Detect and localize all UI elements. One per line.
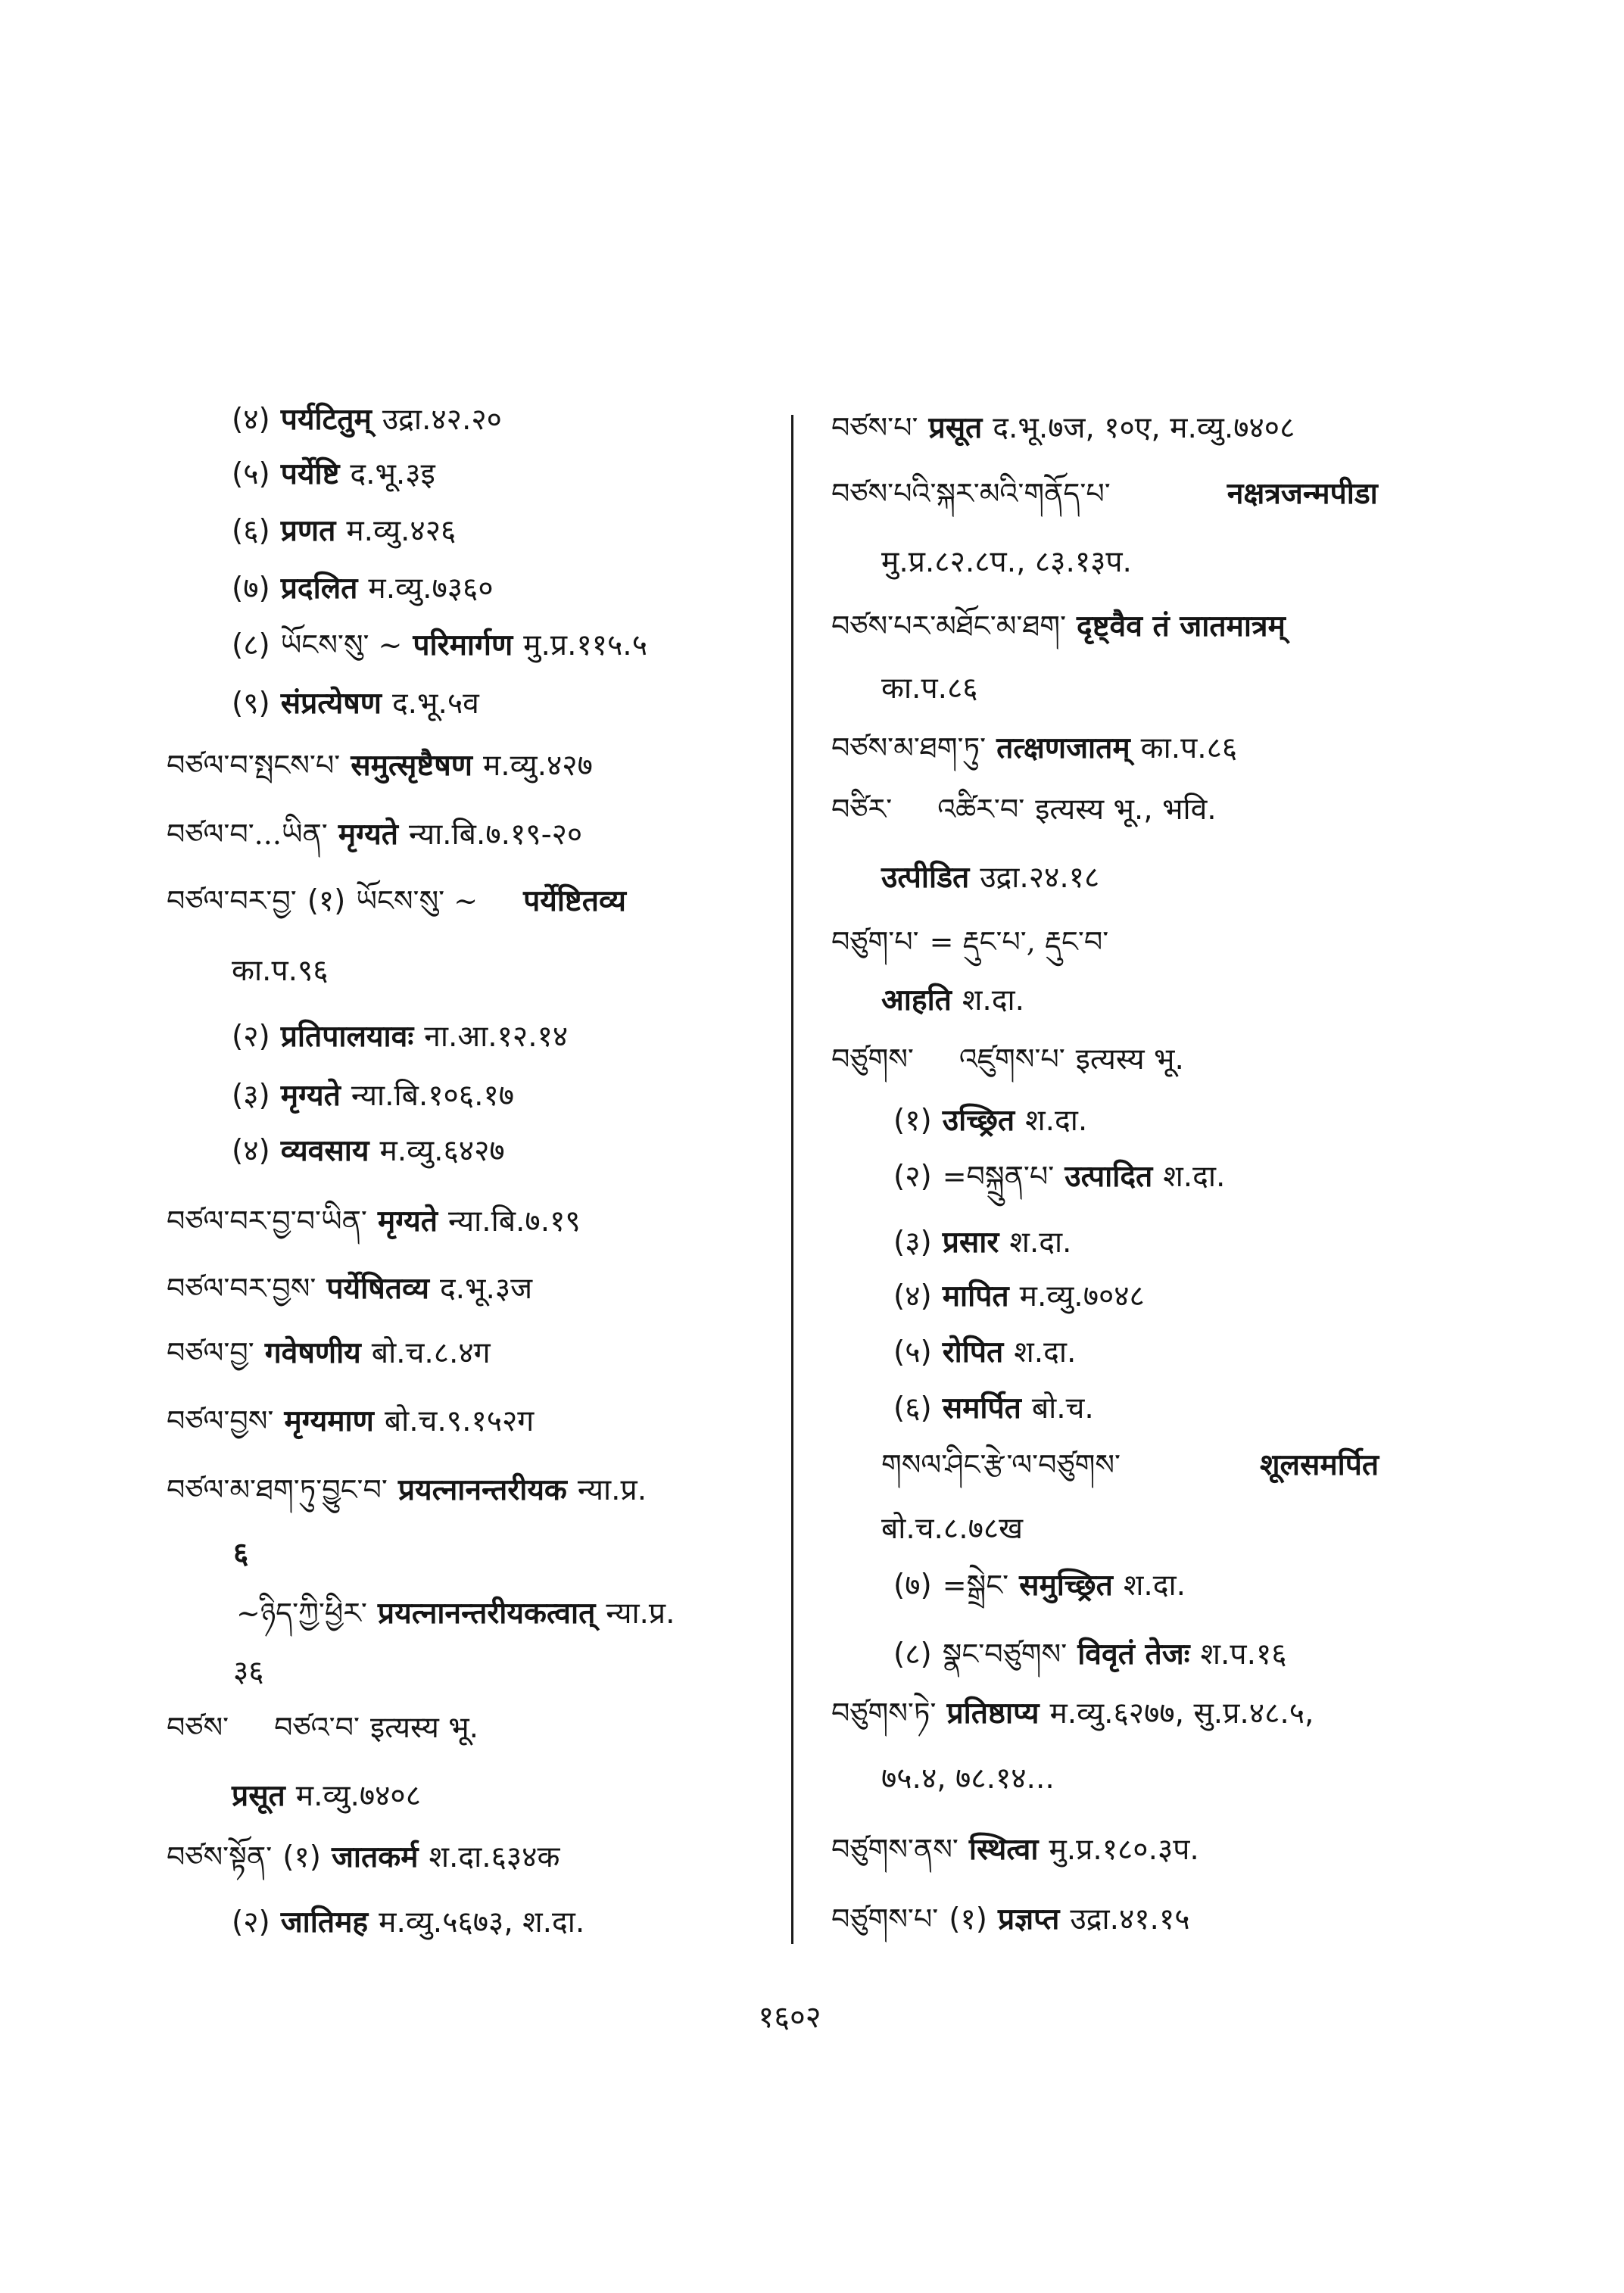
tibetan-headword: བཙལ་བར་བྱ་ (167, 884, 297, 918)
entry-line (831, 1830, 1210, 1868)
tibetan-headword: བཙས་སྟོན་ (167, 1840, 273, 1874)
sanskrit-term: प्रतिष्ठाप्य (946, 1696, 1040, 1731)
sanskrit-term: समर्पित (942, 1391, 1021, 1425)
source-reference: न्या.बि.७.१९ (448, 1204, 581, 1238)
source-reference: श.दा. (1123, 1569, 1186, 1603)
tibetan-headword: བཙས་པར་མཐོང་མ་ཐག་ (831, 609, 1067, 643)
source-reference: बो.च.९.१५२ग (384, 1404, 535, 1438)
source-reference: उद्रा.४१.१५ (1070, 1902, 1190, 1936)
entry-line (167, 1471, 657, 1509)
sanskrit-term: नक्षत्रजन्मपीडा (1227, 477, 1378, 511)
sanskrit-term: रोपित (942, 1335, 1004, 1369)
sanskrit-term: उत्पीडित (881, 861, 970, 895)
sense-number: (६) (232, 514, 270, 548)
entry-line (233, 1653, 275, 1691)
left-column (0, 0, 787, 2293)
source-reference: श.दा. (962, 983, 1025, 1017)
entry-line (881, 544, 1142, 581)
source-reference: न्या.प्र. (606, 1597, 675, 1631)
source-reference: न्या.प्र. (577, 1473, 647, 1507)
entry-line (881, 1760, 1065, 1798)
sanskrit-term: परिमार्गण (413, 628, 513, 662)
tibetan-headword: བཙིར་ (831, 793, 893, 826)
tibetan-term: ཡོངས་སུ་ ~ (356, 884, 478, 918)
entry-line (831, 409, 1305, 447)
entry-line (881, 982, 1035, 1020)
source-reference: ६ (233, 1537, 249, 1571)
sense-number: (७) (893, 1569, 932, 1603)
source-reference: श.दा. (1025, 1104, 1088, 1138)
sense-number: (१) (282, 1840, 321, 1874)
entry-line (167, 1402, 544, 1440)
entry-line (167, 882, 637, 920)
source-reference: द.भू.३ज (439, 1272, 533, 1306)
source-reference: द.भू.५व (391, 687, 479, 721)
tibetan-headword: བཙུགས་པ་ (831, 1902, 939, 1936)
tibetan-headword: བཙལ་བར་བྱས་ (167, 1272, 316, 1305)
entry-line (831, 790, 1227, 828)
source-reference: द.भू.३इ (350, 457, 435, 491)
tibetan-headword: བཙལ་བྱས་ (167, 1404, 274, 1438)
tibetan-term: གསལ་ཤིང་རྩེ་ལ་བཙུགས་ (881, 1448, 1121, 1481)
sanskrit-term: स्थित्वा (968, 1833, 1039, 1867)
entry-line (881, 670, 989, 708)
sanskrit-term: पर्येषितव्य (326, 1272, 429, 1306)
entry-line (881, 859, 1110, 897)
sanskrit-term: प्रसार (942, 1226, 999, 1260)
sanskrit-term: मृग्यते (377, 1204, 438, 1238)
entry-line (167, 1334, 501, 1372)
entry-line (881, 1510, 1033, 1548)
entry-line (831, 475, 1389, 512)
source-reference: म.व्यु.४२७ (482, 749, 593, 783)
source-reference: न्या.बि.७.१९-२० (408, 818, 583, 852)
entry-line (893, 1635, 1298, 1673)
entry-line (232, 570, 504, 608)
sanskrit-term: उच्छ्रित (942, 1104, 1015, 1138)
entry-line (831, 1900, 1201, 1938)
sanskrit-term: प्रज्ञप्त (997, 1902, 1060, 1936)
entry-line (831, 729, 1248, 767)
right-column (796, 0, 1554, 2293)
entry-line (232, 1132, 516, 1170)
source-reference: मु.प्र.१८०.३प. (1049, 1833, 1199, 1867)
entry-line (232, 401, 513, 439)
sanskrit-term: मृग्यते (280, 1079, 341, 1113)
sanskrit-term: गवेषणीय (264, 1336, 361, 1370)
sanskrit-term: मापित (942, 1279, 1009, 1313)
entry-line (167, 815, 593, 853)
entry-line (893, 1102, 1098, 1140)
sanskrit-term: समुत्सृष्टैषण (351, 749, 472, 783)
source-reference: न्या.बि.१०६.१७ (351, 1079, 515, 1113)
sense-number: (३) (893, 1226, 932, 1260)
entry-line (167, 1270, 543, 1307)
entry-line (167, 746, 603, 784)
grammar-note: इत्यस्य भू., भवि. (1035, 793, 1217, 827)
sanskrit-term: प्रणत (280, 514, 336, 548)
sense-number: (४) (232, 1134, 270, 1168)
tibetan-headword: བཙུགས་ (831, 1042, 914, 1076)
entry-line (831, 923, 1119, 961)
tibetan-synonyms: = རྡུང་པ་, རྡུང་བ་ (929, 925, 1109, 958)
sense-number: (५) (893, 1335, 932, 1369)
source-reference: ३६ (233, 1655, 264, 1689)
source-reference: श.दा. (1163, 1160, 1226, 1194)
source-reference: श.प.१६ (1200, 1637, 1287, 1671)
entry-line (831, 1694, 1324, 1732)
sanskrit-term: व्यवसाय (280, 1134, 369, 1168)
entry-line (893, 1224, 1082, 1262)
sense-number: (१) (949, 1902, 987, 1936)
tibetan-headword: བཙས་ (167, 1711, 229, 1744)
entry-line (232, 952, 339, 990)
sanskrit-term: प्रयत्नानन्तरीयक (397, 1473, 567, 1507)
sanskrit-term: जातकर्म (331, 1840, 419, 1874)
page-number: १६०२ (758, 2000, 821, 2035)
sanskrit-term: संप्रत्येषण (280, 687, 382, 721)
sense-number: (३) (232, 1079, 270, 1113)
tibetan-term: ~ཉིད་ཀྱི་ཕྱིར་ (236, 1597, 367, 1630)
source-reference: का.प.८६ (881, 671, 978, 706)
source-reference: का.प.९६ (232, 954, 329, 988)
sense-number: (४) (893, 1279, 932, 1313)
tibetan-headword: བཙས་པ་ (831, 411, 918, 444)
sanskrit-term: मृग्यते (338, 818, 398, 852)
tibetan-headword: བཙས་པའི་སྐར་མའི་གནོད་པ་ (831, 477, 1111, 510)
entry-line (233, 1535, 259, 1573)
sanskrit-term: प्रदलित (280, 572, 358, 606)
source-reference: ७५.४, ७८.१४... (881, 1762, 1055, 1796)
sense-number: (२) (232, 1020, 270, 1054)
sanskrit-term: पर्यटितुम् (280, 403, 372, 437)
entry-line (232, 456, 446, 494)
sense-number: (६) (893, 1391, 932, 1425)
source-reference: उद्रा.४२.२० (382, 403, 502, 437)
sense-number: (४) (232, 403, 270, 437)
sense-number: (२) (232, 1905, 270, 1939)
source-reference: म.व्यु.५६७३, श.दा. (379, 1905, 585, 1939)
entry-line (232, 512, 466, 550)
sense-number: (८) (232, 628, 270, 662)
source-reference: श.दा. (1014, 1335, 1077, 1369)
sanskrit-term: मृग्यमाण (284, 1404, 374, 1438)
tibetan-term: སྣང་བཙུགས་ (942, 1637, 1068, 1671)
sense-number: (१) (893, 1104, 932, 1138)
entry-line (232, 626, 658, 664)
tibetan-headword: བཙལ་བར་བྱ་བ་ཡིན་ (167, 1204, 367, 1238)
source-reference: उद्रा.२४.१८ (980, 861, 1100, 895)
sense-number: (७) (232, 572, 270, 606)
tibetan-term: ཡོངས་སུ་ ~ (280, 628, 403, 662)
source-reference: मु.प्र.११५.५ (523, 628, 647, 662)
tibetan-term: =སྒྲེང་ (942, 1569, 1009, 1602)
tibetan-root: བཙའ་བ་ (274, 1711, 360, 1744)
entry-line (232, 1018, 578, 1056)
source-reference: का.प.८६ (1140, 731, 1238, 765)
tibetan-headword: བཙུག་པ་ (831, 925, 919, 958)
column-divider (791, 415, 793, 1944)
entry-line (893, 1157, 1236, 1195)
entry-line (893, 1390, 1105, 1428)
source-reference: बो.च.८.७८ख (881, 1512, 1024, 1546)
entry-line (232, 1077, 525, 1115)
tibetan-root: འཚིར་བ་ (937, 793, 1025, 826)
entry-line (232, 1777, 432, 1815)
sanskrit-term: पर्येष्टितव्य (523, 884, 626, 918)
tibetan-headword: བཙལ་བ་...ཡིན་ (167, 818, 328, 851)
source-reference: बो.च.८.४ग (371, 1336, 491, 1370)
source-reference: श.दा. (1009, 1226, 1072, 1260)
sanskrit-term: शूलसमर्पित (1260, 1448, 1379, 1482)
sense-number: (८) (893, 1637, 932, 1671)
tibetan-headword: བཙུགས་ནས་ (831, 1833, 959, 1866)
entry-line (167, 1202, 591, 1240)
tibetan-term: =བསྐྲུན་པ་ (942, 1160, 1055, 1193)
sense-number: (५) (232, 457, 270, 491)
entry-line (893, 1566, 1196, 1604)
grammar-note: इत्यस्य भू. (369, 1711, 479, 1745)
sanskrit-term: समुच्छ्रित (1019, 1569, 1113, 1603)
tibetan-headword: བཙལ་བ་སྤངས་པ་ (167, 749, 341, 782)
sanskrit-term: पर्येष्टि (280, 457, 340, 491)
source-reference: म.व्यु.६२७७, सु.प्र.४८.५, (1049, 1696, 1314, 1731)
tibetan-root: འཛུགས་པ་ (959, 1042, 1065, 1076)
source-reference: ना.आ.१२.१४ (424, 1020, 569, 1054)
sanskrit-term: दृष्ट्वैव तं जातमात्रम् (1077, 609, 1286, 643)
sense-number: (२) (893, 1160, 932, 1194)
entry-line (893, 1334, 1086, 1372)
source-reference: म.व्यु.७०४८ (1019, 1279, 1145, 1313)
entry-line (167, 1838, 570, 1876)
entry-line (893, 1278, 1155, 1316)
source-reference: मु.प्र.८२.८प., ८३.१३प. (881, 545, 1132, 579)
sanskrit-term: तत्क्षणजातम् (996, 731, 1130, 765)
entry-line (831, 1040, 1195, 1078)
entry-line (232, 1904, 595, 1942)
tibetan-headword: བཙས་མ་ཐག་ཏུ་ (831, 731, 987, 765)
sense-number: (१) (307, 884, 346, 918)
grammar-note: इत्यस्य भू. (1075, 1042, 1184, 1076)
tibetan-headword: བཙུགས་ཏེ་ (831, 1696, 937, 1730)
source-reference: म.व्यु.७४०८ (295, 1779, 421, 1813)
entry-line (236, 1594, 686, 1632)
sanskrit-term: प्रसूत (232, 1779, 285, 1813)
sense-number: (९) (232, 687, 270, 721)
sanskrit-term: आहति (881, 983, 952, 1017)
source-reference: द.भू.७ज, १०ए, म.व्यु.७४०८ (993, 411, 1295, 445)
source-reference: म.व्यु.४२६ (346, 514, 457, 548)
source-reference: म.व्यु.६४२७ (379, 1134, 505, 1168)
entry-line (881, 1446, 1389, 1484)
entry-line (232, 685, 490, 723)
source-reference: म.व्यु.७३६० (368, 572, 494, 606)
entry-line (831, 607, 1296, 645)
sanskrit-term: प्रसूत (928, 411, 983, 445)
sanskrit-term: जातिमह (280, 1905, 369, 1939)
tibetan-headword: བཙལ་མ་ཐག་ཏུ་བྱུང་བ་ (167, 1473, 388, 1506)
sanskrit-term: विवृतं तेजः (1077, 1637, 1190, 1671)
entry-line (167, 1709, 489, 1746)
sanskrit-term: प्रयत्नानन्तरीयकत्वात् (377, 1597, 596, 1631)
sanskrit-term: प्रतिपालयावः (280, 1020, 414, 1054)
source-reference: श.दा.६३४क (429, 1840, 560, 1874)
tibetan-headword: བཙལ་བྱ་ (167, 1336, 254, 1369)
source-reference: बो.च. (1031, 1391, 1094, 1425)
sanskrit-term: उत्पादित (1064, 1160, 1153, 1194)
